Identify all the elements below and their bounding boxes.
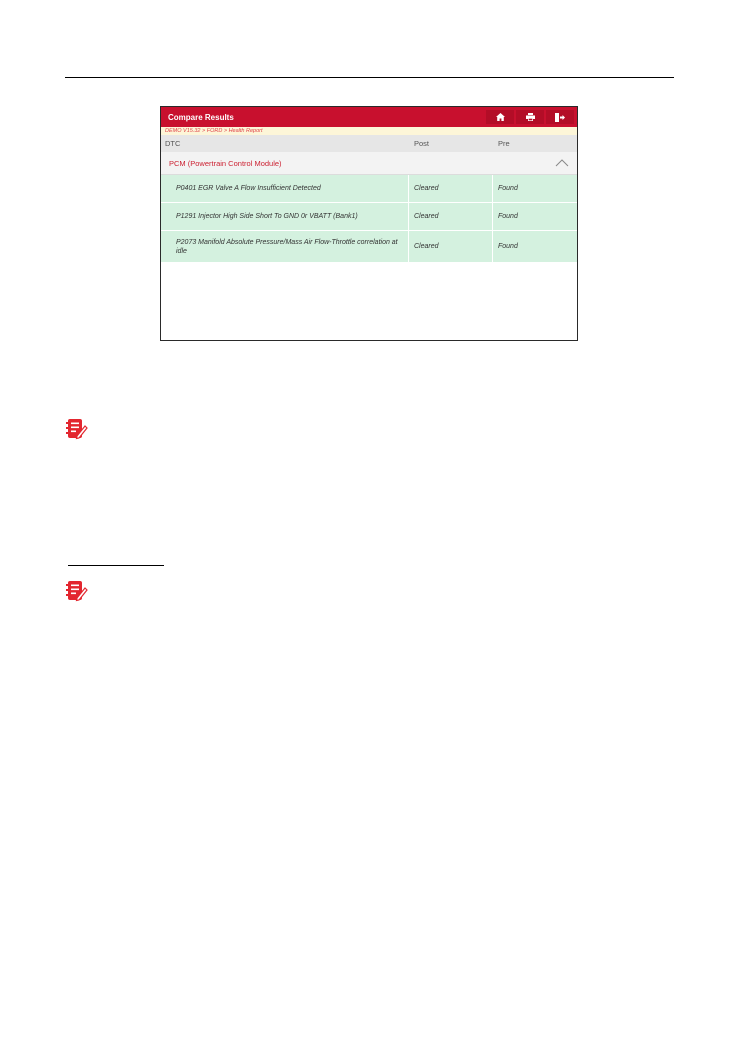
- dtc-cell: P0401 EGR Valve A Flow Insufficient Detected: [161, 175, 409, 202]
- exit-icon: [555, 113, 565, 122]
- table-header: [161, 135, 577, 152]
- dtc-cell: P1291 Injector High Side Short To GND 0r VBATT (Bank1): [161, 203, 409, 230]
- exit-button[interactable]: [546, 110, 574, 124]
- table-row[interactable]: [161, 231, 577, 263]
- chevron-up-icon[interactable]: [555, 159, 569, 167]
- pre-status-cell: Found: [498, 213, 518, 220]
- post-status-cell: Cleared: [409, 231, 493, 262]
- note-icon: [66, 418, 88, 440]
- column-header-dtc: DTC: [165, 139, 181, 148]
- table-row[interactable]: [161, 175, 577, 203]
- home-icon: [496, 113, 505, 121]
- column-header-pre: Pre: [498, 139, 510, 148]
- pre-status-cell: Found: [498, 185, 518, 192]
- dtc-cell: P2073 Manifold Absolute Pressure/Mass Air Flow-Throttle correlation at idle: [161, 231, 409, 262]
- pre-status-cell: Found: [498, 243, 518, 250]
- page-header-rule: [65, 77, 674, 78]
- post-status-cell: Cleared: [409, 175, 493, 202]
- module-group-pcm[interactable]: [161, 152, 577, 175]
- compare-results-screen: [160, 106, 578, 341]
- breadcrumb: DEMO V15.32 > FORD > Health Report: [161, 127, 577, 135]
- home-button[interactable]: [486, 110, 514, 124]
- window-title: Compare Results: [168, 112, 234, 122]
- column-header-post: Post: [414, 139, 430, 148]
- table-row[interactable]: [161, 203, 577, 231]
- print-button[interactable]: [516, 110, 544, 124]
- title-bar: [161, 107, 577, 127]
- note-icon: [66, 580, 88, 602]
- section-rule: [68, 565, 164, 566]
- module-label: PCM (Powertrain Control Module): [169, 158, 282, 168]
- print-icon: [526, 113, 535, 121]
- post-status-cell: Cleared: [409, 203, 493, 230]
